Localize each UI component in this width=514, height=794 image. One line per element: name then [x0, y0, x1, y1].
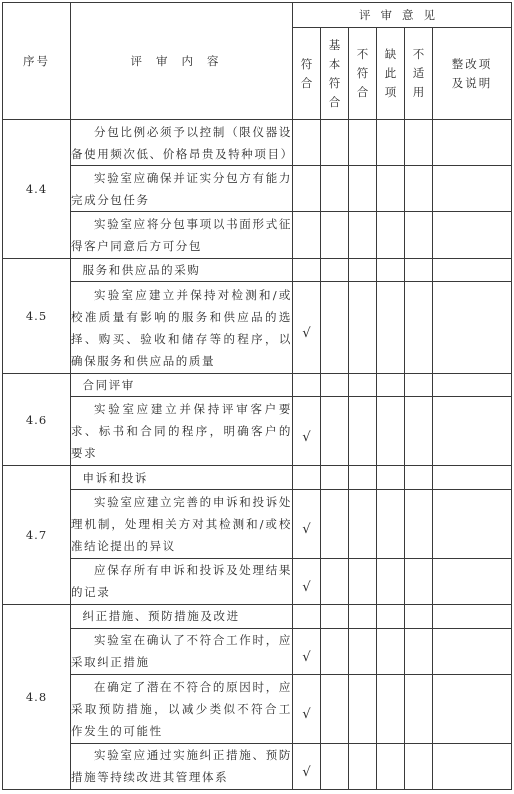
section-number: 4.5: [3, 258, 71, 373]
option-cell: [321, 212, 349, 258]
option-cell: [321, 628, 349, 674]
option-cell: [321, 743, 349, 789]
remarks-cell: [433, 674, 512, 743]
option-cell: [349, 397, 377, 466]
remarks-cell: [433, 743, 512, 789]
table-row: [3, 558, 512, 604]
section-title: 服务和供应品的采购: [71, 258, 293, 282]
conform-cell: [293, 373, 321, 397]
option-cell: [377, 258, 405, 282]
table-row: [3, 166, 512, 212]
table-row: [3, 466, 512, 490]
option-cell: [349, 558, 377, 604]
option-cell: [377, 397, 405, 466]
option-cell: [349, 120, 377, 166]
table-row: [3, 212, 512, 258]
option-cell: [405, 604, 433, 628]
conform-cell: [293, 604, 321, 628]
remarks-cell: [433, 373, 512, 397]
header-option-basic-conform: 基本符合: [321, 28, 349, 120]
remarks-cell: [433, 558, 512, 604]
section-title: 纠正措施、预防措施及改进: [71, 604, 293, 628]
requirement-text: 实验室应通过实施纠正措施、预防措施等持续改进其管理体系: [71, 743, 293, 789]
conform-cell: [293, 397, 321, 466]
remarks-cell: [433, 628, 512, 674]
option-cell: [349, 166, 377, 212]
section-number: 4.4: [3, 120, 71, 259]
table-row: [3, 258, 512, 282]
review-rows: [3, 120, 512, 790]
option-cell: [349, 258, 377, 282]
conform-cell: [293, 466, 321, 490]
option-cell: [405, 743, 433, 789]
conform-cell: [293, 258, 321, 282]
option-cell: [349, 674, 377, 743]
conform-cell: [293, 558, 321, 604]
option-cell: [405, 466, 433, 490]
option-cell: [405, 282, 433, 373]
option-cell: [321, 258, 349, 282]
table-row: [3, 604, 512, 628]
conform-cell: [293, 674, 321, 743]
option-cell: [405, 489, 433, 558]
option-cell: [349, 628, 377, 674]
section-number: 4.7: [3, 466, 71, 605]
option-cell: [321, 166, 349, 212]
option-cell: [377, 166, 405, 212]
requirement-text: 实验室应将分包事项以书面形式征得客户同意后方可分包: [71, 212, 293, 258]
header-option-conform: 符合: [293, 28, 321, 120]
option-cell: [377, 373, 405, 397]
header-content-label: 评审内容: [130, 54, 233, 68]
option-cell: [321, 489, 349, 558]
remarks-cell: [433, 604, 512, 628]
header-option-nonconform: 不符合: [349, 28, 377, 120]
section-title: 合同评审: [71, 373, 293, 397]
option-cell: [405, 120, 433, 166]
table-row: [3, 674, 512, 743]
option-cell: [377, 466, 405, 490]
check-mark-icon: √: [302, 579, 311, 595]
option-cell: [377, 743, 405, 789]
requirement-text: 在确定了潜在不符合的原因时，应采取预防措施，以减少类似不符合工作发生的可能性: [71, 674, 293, 743]
header-content: [71, 3, 293, 120]
option-cell: [405, 628, 433, 674]
conform-cell: [293, 743, 321, 789]
option-cell: [377, 282, 405, 373]
header-option-missing: 缺此项: [377, 28, 405, 120]
header-seq: 序号: [3, 3, 71, 120]
conform-cell: [293, 212, 321, 258]
table-row: [3, 628, 512, 674]
option-cell: [349, 743, 377, 789]
requirement-text: 实验室应建立并保持对检测和/或校准质量有影响的服务和供应品的选择、购买、验收和储存等的程序，以确保服务和供应品的质量: [71, 282, 293, 373]
conform-cell: [293, 628, 321, 674]
option-cell: [349, 604, 377, 628]
option-cell: [321, 397, 349, 466]
section-title: 申诉和投诉: [71, 466, 293, 490]
option-cell: [349, 282, 377, 373]
option-cell: [377, 628, 405, 674]
option-cell: [349, 373, 377, 397]
option-cell: [321, 674, 349, 743]
option-cell: [321, 373, 349, 397]
option-cell: [377, 489, 405, 558]
check-mark-icon: √: [302, 326, 311, 342]
option-cell: [321, 604, 349, 628]
table-row: [3, 489, 512, 558]
table-row: [3, 120, 512, 166]
option-cell: [349, 466, 377, 490]
remarks-cell: [433, 212, 512, 258]
option-cell: [405, 674, 433, 743]
section-number: 4.8: [3, 604, 71, 789]
section-number: 4.6: [3, 373, 71, 465]
requirement-text: 分包比例必须予以控制（限仪器设备使用频次低、价格昂贵及特种项目）: [71, 120, 293, 166]
option-cell: [377, 674, 405, 743]
option-cell: [321, 120, 349, 166]
remarks-cell: [433, 466, 512, 490]
remarks-cell: [433, 166, 512, 212]
option-cell: [405, 397, 433, 466]
remarks-cell: [433, 120, 512, 166]
requirement-text: 实验室在确认了不符合工作时，应采取纠正措施: [71, 628, 293, 674]
option-cell: [321, 558, 349, 604]
option-cell: [321, 282, 349, 373]
table-row: [3, 743, 512, 789]
header-option-not-applicable: 不适用: [405, 28, 433, 120]
option-cell: [377, 604, 405, 628]
option-cell: [405, 258, 433, 282]
requirement-text: 实验室应确保并证实分包方有能力完成分包任务: [71, 166, 293, 212]
check-mark-icon: √: [302, 522, 311, 538]
requirement-text: 应保存所有申诉和投诉及处理结果的记录: [71, 558, 293, 604]
requirement-text: 实验室应建立完善的申诉和投诉处理机制，处理相关方对其检测和/或校准结论提出的异议: [71, 489, 293, 558]
table-row: [3, 373, 512, 397]
option-cell: [405, 166, 433, 212]
option-cell: [349, 212, 377, 258]
option-cell: [405, 212, 433, 258]
table-row: [3, 397, 512, 466]
conform-cell: [293, 166, 321, 212]
check-mark-icon: √: [302, 649, 311, 665]
option-cell: [405, 558, 433, 604]
remarks-cell: [433, 258, 512, 282]
option-cell: [377, 212, 405, 258]
option-cell: [349, 489, 377, 558]
header-review-group: 评审意见: [293, 3, 512, 28]
conform-cell: [293, 120, 321, 166]
conform-cell: [293, 282, 321, 373]
review-table: [2, 2, 512, 790]
check-mark-icon: √: [302, 429, 311, 445]
remarks-cell: [433, 489, 512, 558]
remarks-cell: [433, 282, 512, 373]
conform-cell: [293, 489, 321, 558]
table-row: [3, 282, 512, 373]
option-cell: [405, 373, 433, 397]
option-cell: [377, 558, 405, 604]
option-cell: [377, 120, 405, 166]
header-remarks: 整改项及说明: [433, 28, 512, 120]
requirement-text: 实验室应建立并保持评审客户要求、标书和合同的程序，明确客户的要求: [71, 397, 293, 466]
check-mark-icon: √: [302, 764, 311, 780]
remarks-cell: [433, 397, 512, 466]
check-mark-icon: √: [302, 707, 311, 723]
option-cell: [321, 466, 349, 490]
